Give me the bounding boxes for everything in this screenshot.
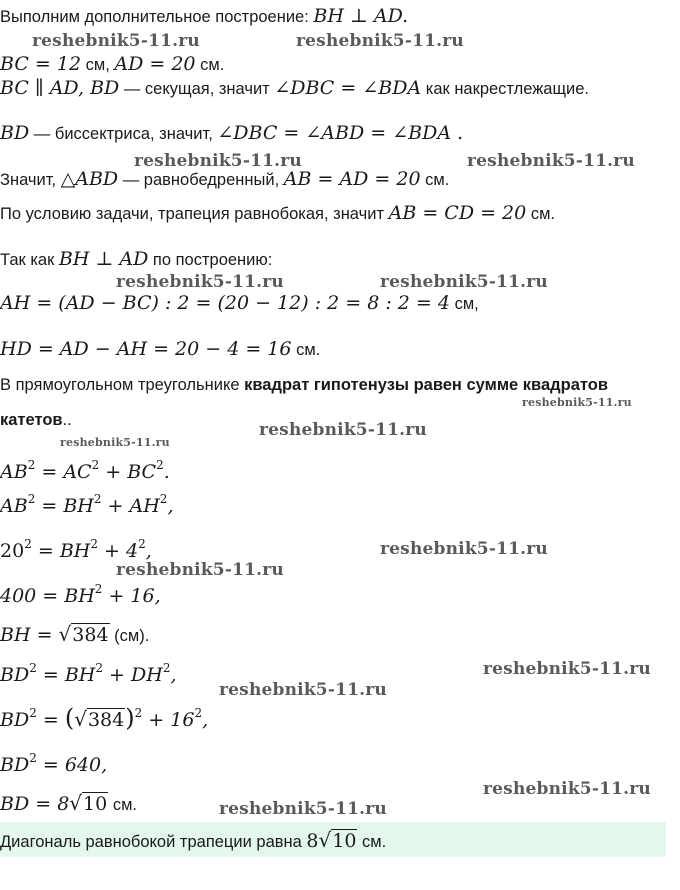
math: BD [0, 664, 30, 686]
math: + AH [101, 495, 160, 517]
formula-line-16 [0, 622, 149, 648]
watermark: reshebnik5-11.ru [483, 659, 651, 679]
watermark: reshebnik5-11.ru [134, 151, 302, 171]
text: по построению: [148, 251, 273, 269]
math: = [36, 709, 65, 731]
exponent: 2 [90, 537, 98, 551]
watermark: reshebnik5-11.ru [116, 272, 284, 292]
text: Значит, [0, 171, 61, 189]
math: . [163, 461, 170, 483]
math: = BH [35, 495, 94, 517]
solution-line-7 [0, 247, 272, 272]
text: см. [195, 56, 225, 74]
math: AB = AD = 20 [283, 168, 421, 190]
exponent: 2 [24, 537, 32, 551]
right-paren: ) [125, 704, 135, 732]
math: BH ⊥ AD [58, 248, 149, 270]
square-root: √384 [58, 622, 109, 646]
math: + 16, [102, 585, 161, 607]
math: + BC [99, 461, 157, 483]
math: = BH [31, 540, 91, 562]
exponent: 2 [27, 492, 36, 506]
math: AD = 20 [114, 53, 196, 75]
text: см. [357, 833, 387, 851]
exponent: 2 [29, 751, 37, 765]
math: , [167, 495, 174, 517]
solution-line-2 [0, 52, 224, 77]
watermark: reshebnik5-11.ru [467, 151, 635, 171]
text: По условию задачи, трапеция равнобокая, значит [0, 205, 389, 223]
math: = AC [35, 461, 92, 483]
solution-line-10 [0, 373, 608, 397]
formula-line-18 [0, 701, 208, 733]
text: см. [526, 205, 555, 223]
exponent: 2 [134, 706, 143, 720]
math: BD [0, 122, 30, 144]
solution-line-6 [0, 201, 555, 226]
bold-text: квадрат гипотенузы равен сумме квадратов [244, 376, 608, 394]
solution-line-8 [0, 291, 479, 316]
bold-text: катетов [0, 411, 63, 429]
math: , [202, 709, 209, 731]
math: BH ⊥ AD. [313, 5, 409, 27]
text: Диагональ равнобокой трапеции равна [0, 833, 307, 851]
radicand: 10 [83, 793, 108, 815]
solution-line-9 [0, 337, 320, 362]
text: см, [81, 56, 115, 74]
math: BD [0, 709, 30, 731]
math: 20 [0, 540, 25, 562]
watermark: reshebnik5-11.ru [219, 799, 387, 819]
left-paren: ( [64, 704, 75, 732]
math: + DH [103, 664, 163, 686]
math: AB [0, 495, 28, 517]
text: (см). [109, 627, 150, 645]
text: — равнобедренный, [118, 171, 284, 189]
text: — биссектриса, значит, [29, 125, 218, 143]
exponent: 2 [27, 458, 36, 472]
text: Так как [0, 251, 59, 269]
math: BC ∥ AD, BD [0, 77, 120, 99]
exponent: 2 [93, 492, 102, 506]
exponent: 2 [138, 537, 146, 551]
square-root: √10 [318, 828, 357, 852]
math: 8 [306, 830, 319, 852]
watermark: reshebnik5-11.ru [116, 560, 284, 580]
exponent: 2 [162, 661, 171, 675]
math: HD = AD − AH = 20 − 4 = 16 [0, 338, 292, 360]
watermark: reshebnik5-11.ru [32, 31, 200, 51]
math: ∠DBC = ∠BDA [274, 77, 422, 99]
text: В прямоугольном треугольнике [0, 376, 245, 394]
radicand: 384 [72, 624, 109, 646]
math: = BH [36, 664, 96, 686]
exponent: 2 [159, 492, 168, 506]
text: см. [291, 341, 321, 359]
radicand: 384 [87, 709, 125, 731]
formula-line-20 [0, 791, 137, 817]
exponent: 2 [29, 661, 37, 675]
math: △ABD [60, 168, 119, 190]
text: .. [62, 411, 72, 429]
math: ∠DBC = ∠ABD = ∠BDA . [217, 122, 464, 144]
watermark: reshebnik5-11.ru [219, 680, 387, 700]
text: Выполним дополнительное построение: [0, 8, 314, 26]
watermark: reshebnik5-11.ru [380, 272, 548, 292]
watermark: reshebnik5-11.ru [259, 420, 427, 440]
math: + 16 [142, 709, 195, 731]
solution-line-3 [0, 76, 589, 101]
exponent: 2 [95, 661, 104, 675]
math: AB = CD = 20 [388, 202, 527, 224]
watermark: reshebnik5-11.ru [483, 779, 651, 799]
formula-line-15 [0, 577, 161, 609]
solution-line-4 [0, 121, 463, 146]
watermark: reshebnik5-11.ru [60, 436, 170, 449]
watermark: reshebnik5-11.ru [380, 539, 548, 559]
text: см. [108, 796, 137, 814]
text: — секущая, значит [119, 80, 275, 98]
exponent: 2 [156, 458, 164, 472]
text: как накрестлежащие. [421, 80, 590, 98]
exponent: 2 [94, 582, 103, 596]
math: BD = 8 [0, 793, 70, 815]
math: + 4 [98, 540, 139, 562]
math: AH = (AD − BC) : 2 = (20 − 12) : 2 = 8 : 2 = 4 [0, 292, 450, 314]
math: , [145, 540, 152, 562]
math: , [170, 664, 177, 686]
watermark: reshebnik5-11.ru [296, 31, 464, 51]
formula-line-19 [0, 746, 107, 778]
exponent: 2 [29, 706, 37, 720]
solution-line-1 [0, 4, 408, 29]
formula-line-17 [0, 656, 177, 688]
watermark: reshebnik5-11.ru [522, 396, 632, 409]
math: = 640, [36, 754, 108, 776]
text: см. [420, 171, 450, 189]
math: BC = 12 [0, 53, 82, 75]
formula-line-12 [0, 453, 170, 485]
radicand: 10 [332, 830, 357, 852]
math: BH = [0, 624, 59, 646]
text: см, [449, 295, 479, 313]
exponent: 2 [91, 458, 100, 472]
math: BD [0, 754, 30, 776]
math: AB [0, 461, 28, 483]
square-root: √10 [69, 791, 108, 815]
math: 400 = BH [0, 585, 95, 607]
answer-line [0, 828, 386, 854]
exponent: 2 [194, 706, 203, 720]
solution-line-11 [0, 408, 72, 432]
formula-line-13 [0, 487, 173, 519]
square-root: √384 [74, 707, 125, 731]
